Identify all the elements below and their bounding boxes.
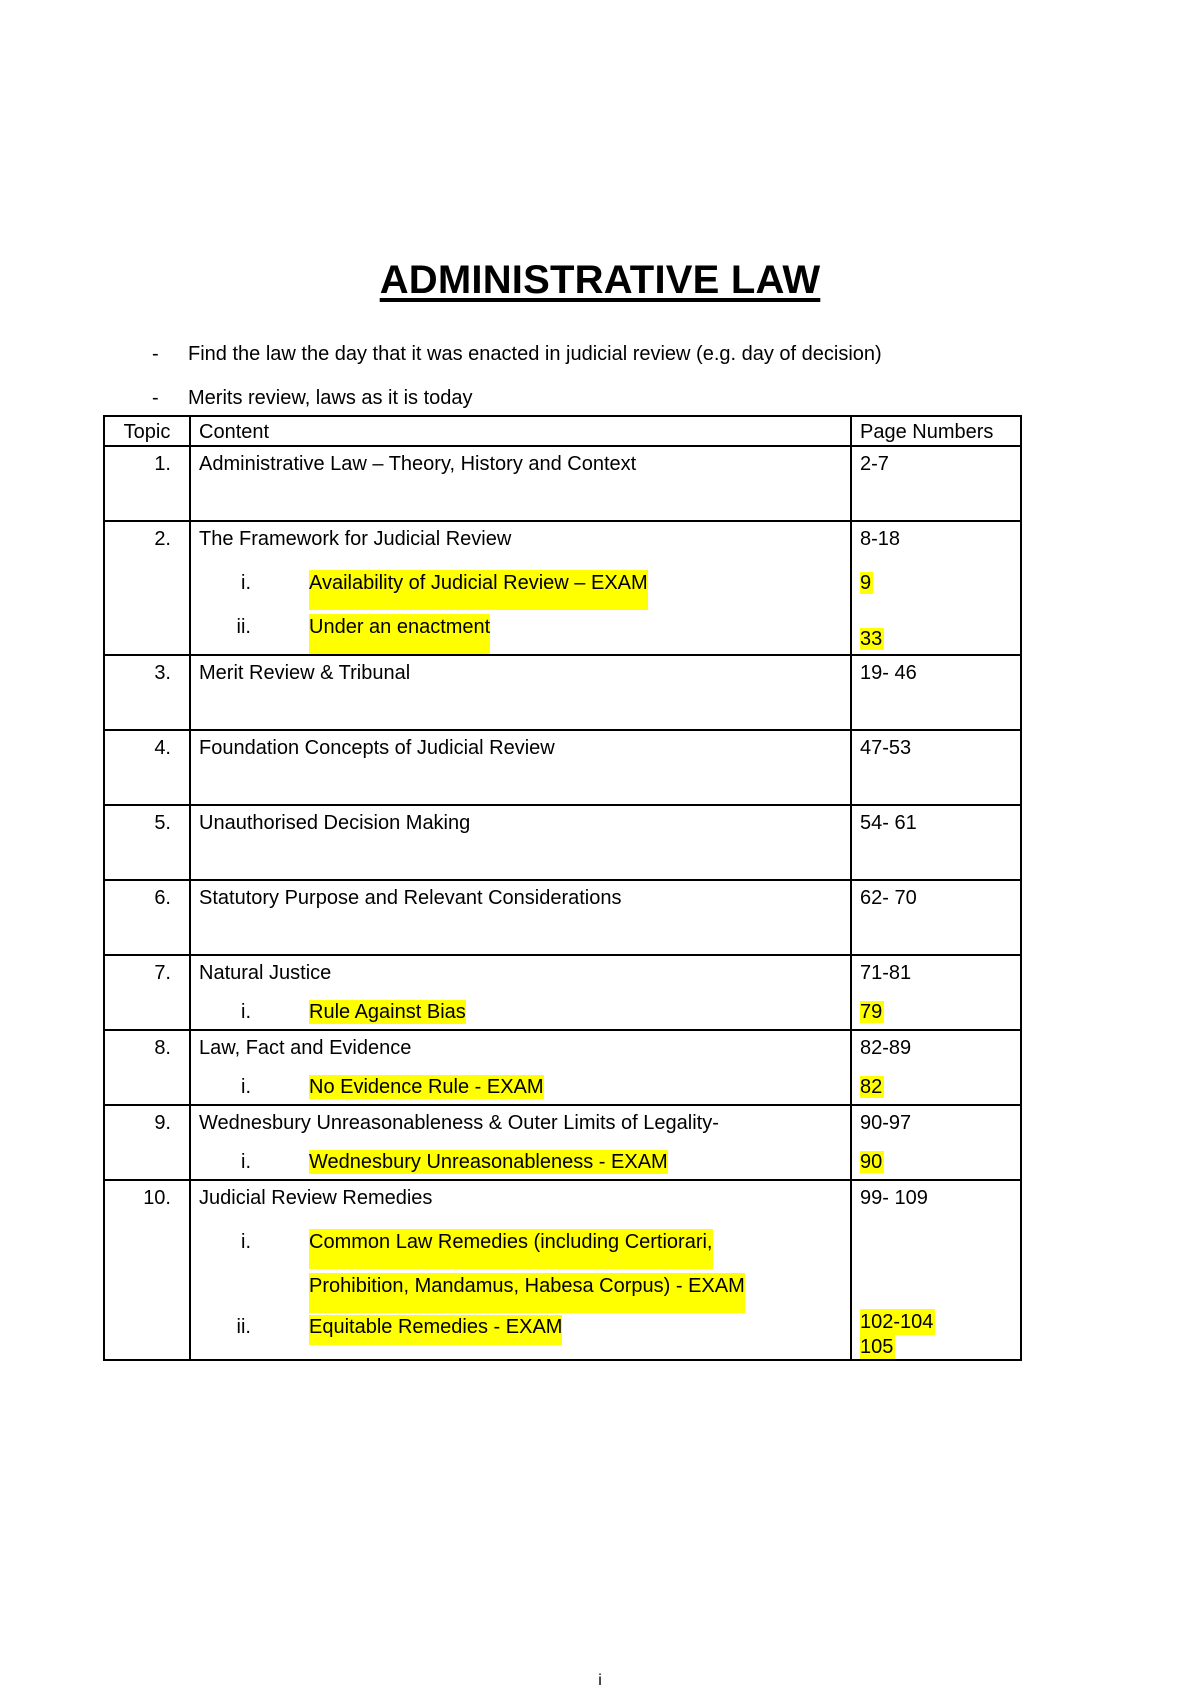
topic-content: Natural Justice i. Rule Against Bias xyxy=(190,955,851,1030)
document-title: ADMINISTRATIVE LAW xyxy=(379,258,821,302)
table-row xyxy=(104,730,1021,805)
topic-number: 4. xyxy=(104,730,190,805)
table-row xyxy=(104,1180,1021,1360)
subtopic: i. Rule Against Bias xyxy=(241,1001,466,1023)
topic-content: Merit Review & Tribunal xyxy=(190,655,851,730)
contents-table xyxy=(103,415,1022,1361)
subtopic: ii. Equitable Remedies - EXAM xyxy=(199,1313,842,1345)
subtopic: i. Availability of Judicial Review – EXAM xyxy=(199,566,842,610)
table-row xyxy=(104,805,1021,880)
subtopic-continued xyxy=(199,1269,842,1313)
topic-number: 9. xyxy=(104,1105,190,1180)
topic-content: Judicial Review Remedies i. Common Law Remedies (including Certiorari, Prohibition, Mandamus, Habesa Corpus) - EXAM ii. Equitable Remedies - EXAM xyxy=(190,1180,851,1360)
note-line-1 xyxy=(152,342,882,366)
subtopic-text: Equitable Remedies - EXAM xyxy=(309,1315,562,1345)
topic-pages: 47-53 xyxy=(851,730,1021,805)
topic-pages: 71-81 79 xyxy=(851,955,1021,1030)
table-row xyxy=(104,1105,1021,1180)
topic-number: 3. xyxy=(104,655,190,730)
topic-content: Unauthorised Decision Making xyxy=(190,805,851,880)
topic-number: 1. xyxy=(104,446,190,521)
note-text: Merits review, laws as it is today xyxy=(188,387,473,409)
subtopic-text: Availability of Judicial Review – EXAM xyxy=(309,570,648,610)
topic-pages: 62- 70 xyxy=(851,880,1021,955)
subtopic: i. Wednesbury Unreasonableness - EXAM xyxy=(241,1151,668,1173)
topic-number: 8. xyxy=(104,1030,190,1105)
header-topic: Topic xyxy=(104,416,190,446)
topic-content: Wednesbury Unreasonableness & Outer Limits of Legality- i. Wednesbury Unreasonableness - EXAM xyxy=(190,1105,851,1180)
subtopic: ii. Under an enactment xyxy=(199,610,842,654)
topic-pages: 54- 61 xyxy=(851,805,1021,880)
subtopic-page: 79 xyxy=(860,1001,883,1023)
note-line-2 xyxy=(152,386,473,410)
topic-number: 6. xyxy=(104,880,190,955)
topic-number: 10. xyxy=(104,1180,190,1360)
subtopic-text: Wednesbury Unreasonableness - EXAM xyxy=(309,1151,668,1173)
subtopic-page: 9 xyxy=(860,572,872,594)
table-row xyxy=(104,655,1021,730)
table-row xyxy=(104,446,1021,521)
bullet-dash: - xyxy=(152,343,159,365)
topic-content: The Framework for Judicial Review i. Availability of Judicial Review – EXAM ii. Under an enactment xyxy=(190,521,851,655)
subtopic-text: Rule Against Bias xyxy=(309,1001,466,1023)
topic-content: Administrative Law – Theory, History and Context xyxy=(190,446,851,521)
page-number: i xyxy=(598,1672,602,1689)
topic-pages: 82-89 82 xyxy=(851,1030,1021,1105)
topic-number: 5. xyxy=(104,805,190,880)
subtopic: i. Common Law Remedies (including Certiorari, xyxy=(199,1225,842,1269)
topic-pages: 19- 46 xyxy=(851,655,1021,730)
subtopic-page: 82 xyxy=(860,1076,883,1098)
header-page-numbers: Page Numbers xyxy=(851,416,1021,446)
topic-number: 2. xyxy=(104,521,190,655)
subtopic-page: 105 xyxy=(860,1336,894,1358)
note-text: Find the law the day that it was enacted in judicial review (e.g. day of decision) xyxy=(188,343,882,365)
subtopic-text: Common Law Remedies (including Certiorari, xyxy=(309,1229,713,1269)
topic-pages: 2-7 xyxy=(851,446,1021,521)
header-content: Content xyxy=(190,416,851,446)
table-row xyxy=(104,521,1021,655)
subtopic-text: Under an enactment xyxy=(309,614,490,654)
topic-content: Foundation Concepts of Judicial Review xyxy=(190,730,851,805)
subtopic-page: 102-104 xyxy=(860,1311,934,1333)
topic-number: 7. xyxy=(104,955,190,1030)
table-row xyxy=(104,880,1021,955)
topic-pages: 8-18 9 33 xyxy=(851,521,1021,655)
subtopic-page: 33 xyxy=(860,628,883,650)
subtopic-text: No Evidence Rule - EXAM xyxy=(309,1076,544,1098)
bullet-dash: - xyxy=(152,387,159,409)
topic-pages: 99- 109 102-104 105 xyxy=(851,1180,1021,1360)
topic-content: Statutory Purpose and Relevant Considerations xyxy=(190,880,851,955)
table-header-row xyxy=(104,416,1021,446)
table-row xyxy=(104,955,1021,1030)
topic-content: Law, Fact and Evidence i. No Evidence Rule - EXAM xyxy=(190,1030,851,1105)
table-row xyxy=(104,1030,1021,1105)
subtopic: i. No Evidence Rule - EXAM xyxy=(241,1076,544,1098)
subtopic-page: 90 xyxy=(860,1151,883,1173)
subtopic-text: Prohibition, Mandamus, Habesa Corpus) - EXAM xyxy=(309,1273,745,1313)
topic-pages: 90-97 90 xyxy=(851,1105,1021,1180)
